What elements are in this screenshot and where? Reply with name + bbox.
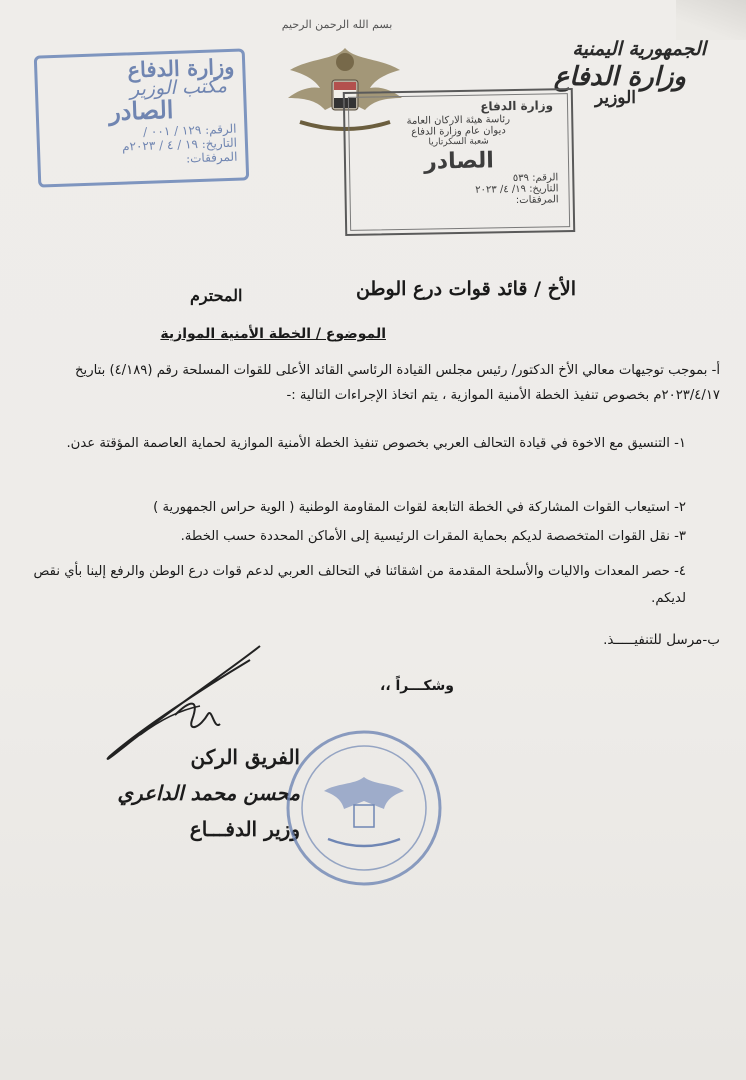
recipient-line: الأخ / قائد قوات درع الوطن: [355, 278, 576, 300]
minister-title: الوزير: [594, 88, 636, 108]
subject-line: الموضوع / الخطة الأمنية الموازية: [160, 326, 386, 342]
page-fold: [676, 0, 746, 40]
signature-block: [60, 745, 300, 841]
paragraph-a: أ- بموجب توجيهات معالي الأخ الدكتور/ رئيس مجلس القيادة الرئاسي القائد الأعلى للقوات المسلحة رقم (٤/١٨٩) بتاريخ ٢٠٢٣/٤/١٧م بخصوص تنفيذ الخطة الأمنية الموازية ، يتم اتخاذ الإجراءات التالية :-: [75, 363, 720, 403]
ministry-name: وزارة الدفاع: [553, 62, 686, 92]
list-item: ٤- حصر المعدات والاليات والأسلحة المقدمة من اشقائنا في التحالف العربي لدعم قوات درع الوطن والرفع إلينا بأي نقص لديكم.: [33, 564, 686, 606]
list-item: ٣- نقل القوات المتخصصة لديكم بحماية المقرات الرئيسية إلى الأماكن المحددة حسب الخطة.: [180, 529, 686, 544]
stamp-left-outgoing: الصادر: [108, 94, 174, 127]
stamp-mid-staff: رئاسة هيئة الاركان العامة: [406, 114, 511, 127]
stamp-left-attachments: المرفقات:: [185, 149, 238, 166]
thanks-line: وشكـــراً ،،: [380, 678, 454, 694]
stamp-left-date: التاريخ: ١٩ / ٤ / ٢٠٢٣م: [121, 135, 238, 154]
paragraph-b: ب-مرسل للتنفيـــــذ.: [603, 632, 720, 648]
ministry-seal-icon: [284, 727, 444, 889]
bismillah: بسم الله الرحمن الرحيم: [281, 18, 393, 31]
stamp-left-number: الرقم: ١٢٩ / ٠٠١ /: [142, 121, 237, 139]
stamp-mid-attachments: المرفقات:: [515, 194, 559, 207]
list-item: ١- التنسيق مع الاخوة في قيادة التحالف العربي بخصوص تنفيذ الخطة الأمنية الموازية لحماية العاصمة المؤقتة عدن.: [66, 436, 686, 451]
republic-name: الجمهورية اليمنية: [572, 38, 706, 60]
stamp-mid-outgoing: الصادر: [423, 148, 495, 175]
respected-label: المحترم: [190, 286, 243, 305]
office-stamp-blue: [34, 48, 249, 187]
stamp-left-office: مكتب الوزير: [129, 75, 228, 101]
signer-title: وزير الدفـــاع: [189, 817, 300, 841]
stamp-mid-number: الرقم: ٥٣٩: [512, 172, 559, 185]
stamp-mid-ministry: وزارة الدفاع: [480, 98, 554, 114]
stamp-mid-section: شعبة السكرتاريا: [428, 136, 489, 148]
stamp-left-ministry: وزارة الدفاع: [127, 53, 235, 83]
list-item: ٢- استيعاب القوات المشاركة في الخطة التابعة لقوات المقاومة الوطنية ( الوية حراس الجمهورية ): [153, 500, 686, 515]
signer-name: محسن محمد الداعري: [117, 781, 300, 805]
stamp-mid-date: التاريخ: ١٩/ ٤/ ٢٠٢٣: [475, 183, 559, 196]
signer-rank: الفريق الركن: [190, 745, 300, 769]
secretariat-stamp: [343, 88, 575, 236]
stamp-mid-diwan: ديوان عام وزارة الدفاع: [411, 125, 506, 138]
